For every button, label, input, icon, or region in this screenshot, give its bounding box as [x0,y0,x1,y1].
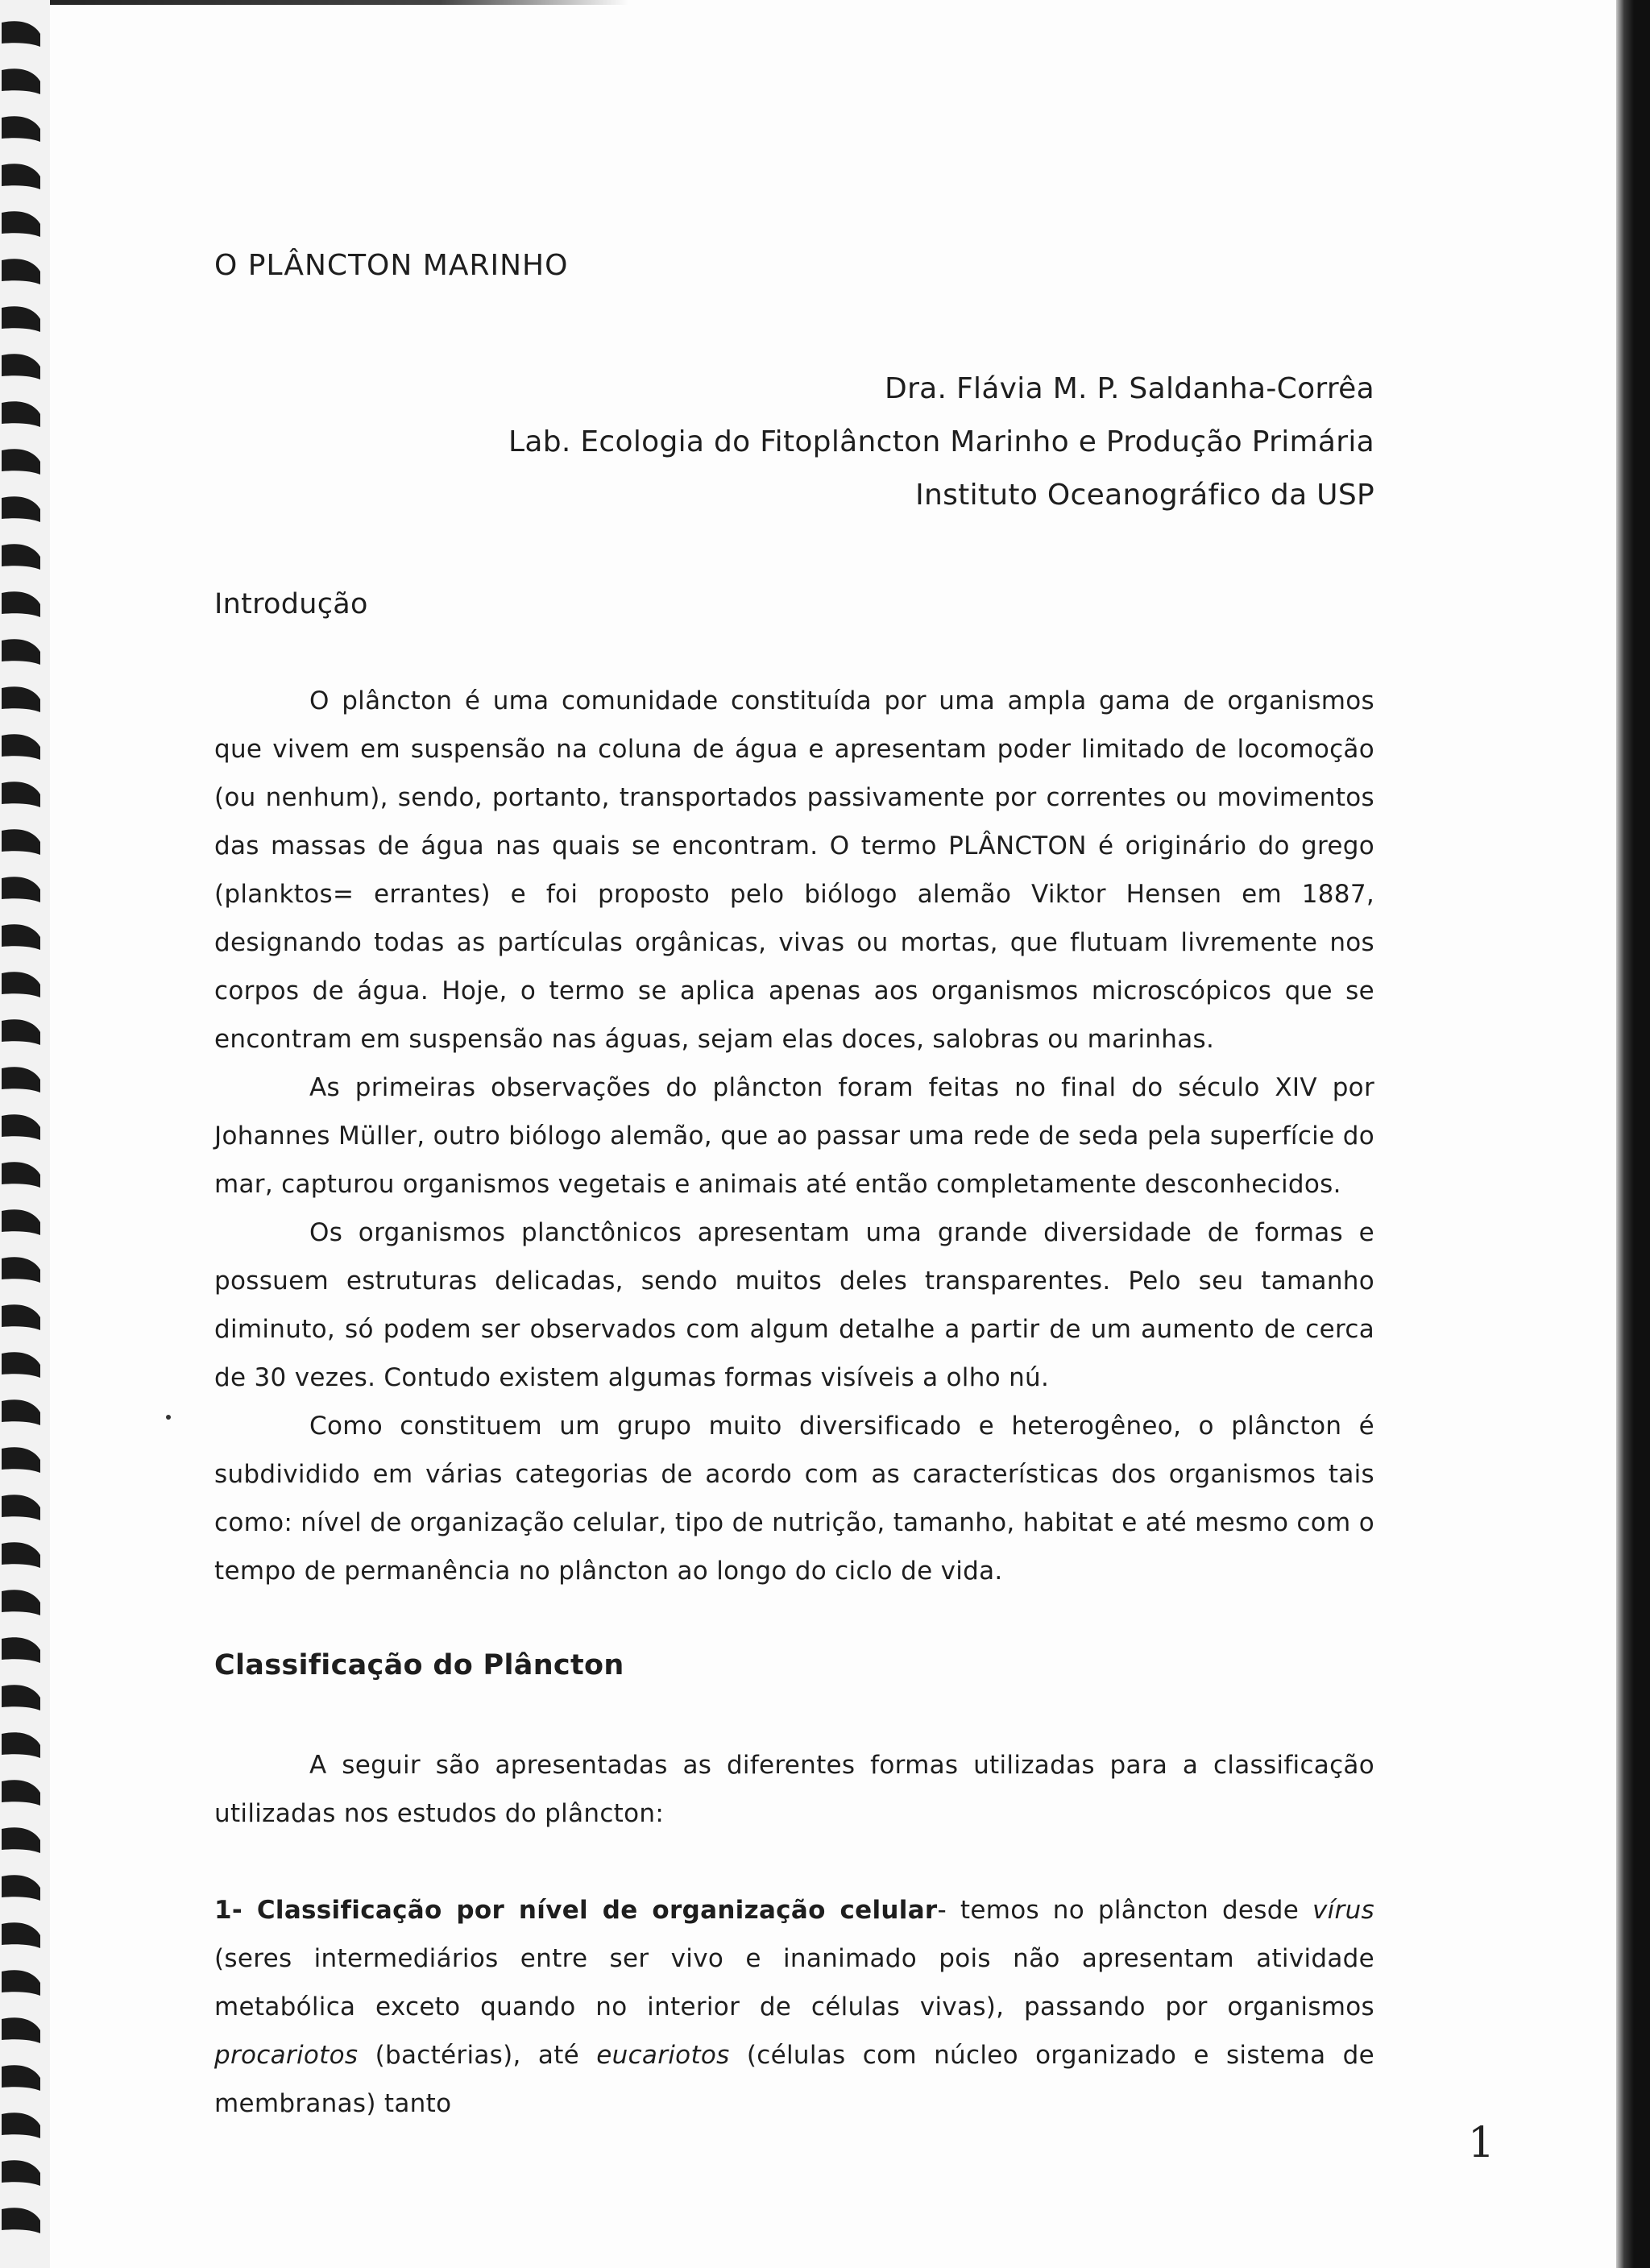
item-1-text-c: (bactérias), até [358,2041,597,2070]
binding-coil [2,2160,40,2186]
stray-dot-mark [166,1415,171,1420]
binding-coil [2,2113,40,2138]
binding-coil [2,1162,40,1188]
binding-coil [2,354,40,379]
binding-coil [2,1542,40,1568]
binding-coil [2,972,40,997]
binding-coil [2,924,40,950]
item-1-text-d: (células com núcleo organizado e sistema de membranas) tanto [214,2041,1374,2118]
binding-coil [2,1780,40,1806]
binding-coil [2,782,40,807]
binding-coil [2,1209,40,1235]
introduction-body [214,677,1374,1595]
binding-coil [2,1399,40,1425]
intro-paragraph-1: O plâncton é uma comunidade constituída por uma ampla gama de organismos que vivem em suspensão na coluna de água e apresentam poder limitado de locomoção (ou nenhum), sendo, portanto, transportados passivamente por correntes ou movimentos das massas de água nas quais se encontram. O termo PLÂNCTON é originário do grego (planktos= errantes) e foi proposto pelo biólogo alemão Viktor Hensen em 1887, designando todas as partículas orgânicas, vivas ou mortas, que flutuam livremente nos corpos de água. Hoje, o termo se aplica apenas aos organismos microscópicos que se encontram em suspensão nas águas, sejam elas doces, salobras ou marinhas. [214,686,1374,1054]
binding-coil [2,2208,40,2233]
intro-paragraph-2: As primeiras observações do plâncton foram feitas no final do século XIV por Johannes Müller, outro biólogo alemão, que ao passar uma rede de seda pela superfície do mar, capturou organismos vegetais e animais até então completamente desconhecidos. [214,1073,1374,1199]
binding-coil [2,1637,40,1663]
binding-coil [2,2017,40,2043]
document-title: O PLÂNCTON MARINHO [214,249,569,282]
binding-coil [2,1922,40,1948]
binding-coil [2,1019,40,1045]
binding-coil [2,829,40,855]
author-name: Dra. Flávia M. P. Saldanha-Corrêa [885,372,1374,405]
classification-heading: Classificação do Plâncton [214,1649,624,1681]
binding-coil [2,1685,40,1710]
binding-coil [2,1447,40,1473]
binding-coil [2,1495,40,1520]
binding-coil [2,2065,40,2091]
binding-coil [2,544,40,570]
spiral-binding [0,0,50,2268]
binding-coil [2,734,40,760]
term-virus: vírus [1312,1896,1374,1925]
term-procariotos: procariotos [214,2041,359,2070]
document-page [214,242,1374,2153]
binding-coil [2,116,40,142]
item-1-lead: 1- Classificação por nível de organização celular [214,1896,938,1925]
binding-coil [2,1732,40,1758]
binding-coil [2,1352,40,1378]
binding-coil [2,686,40,712]
binding-coil [2,496,40,522]
author-institute: Instituto Oceanográfico da USP [915,479,1374,512]
binding-coil [2,211,40,237]
binding-coil [2,1827,40,1853]
binding-coil [2,68,40,94]
intro-paragraph-4: Como constituem um grupo muito diversificado e heterogêneo, o plâncton é subdividido em várias categorias de acordo com as características dos organismos tais como: nível de organização celular, tipo de nutrição, tamanho, habitat e até mesmo com o tempo de permanência no plâncton ao longo do ciclo de vida. [214,1412,1374,1586]
binding-coil [2,1970,40,1996]
binding-coils [0,0,50,2268]
introduction-heading: Introdução [214,588,368,620]
item-1-text-b: (seres intermediários entre ser vivo e inanimado pois não apresentam atividade metabólica exceto quando no interior de células vivas), passando por organismos [214,1944,1374,2021]
binding-coil [2,1067,40,1093]
binding-coil [2,639,40,665]
scan-right-edge [1616,0,1650,2268]
classification-intro: A seguir são apresentadas as diferentes formas utilizadas para a classificação utilizadas nos estudos do plâncton: [214,1751,1374,1828]
classification-item-1 [214,1886,1374,2128]
binding-coil [2,449,40,475]
binding-coil [2,259,40,284]
binding-coil [2,21,40,47]
binding-coil [2,1304,40,1330]
scan-top-edge [0,0,628,5]
page-number: 1 [1468,2119,1495,2167]
item-1-text-a: - temos no plâncton desde [937,1896,1312,1925]
binding-coil [2,1590,40,1615]
binding-coil [2,306,40,332]
author-lab: Lab. Ecologia do Fitoplâncton Marinho e Produção Primária [508,425,1374,458]
binding-coil [2,164,40,189]
term-eucariotos: eucariotos [596,2041,730,2070]
binding-coil [2,401,40,427]
author-block [214,363,1374,522]
binding-coil [2,591,40,617]
binding-coil [2,1257,40,1283]
binding-coil [2,877,40,902]
intro-paragraph-3: Os organismos planctônicos apresentam uma grande diversidade de formas e possuem estruturas delicadas, sendo muitos deles transparentes. Pelo seu tamanho diminuto, só podem ser observados com algum detalhe a partir de um aumento de cerca de 30 vezes. Contudo existem algumas formas visíveis a olho nú. [214,1218,1374,1392]
binding-coil [2,1114,40,1140]
binding-coil [2,1875,40,1901]
